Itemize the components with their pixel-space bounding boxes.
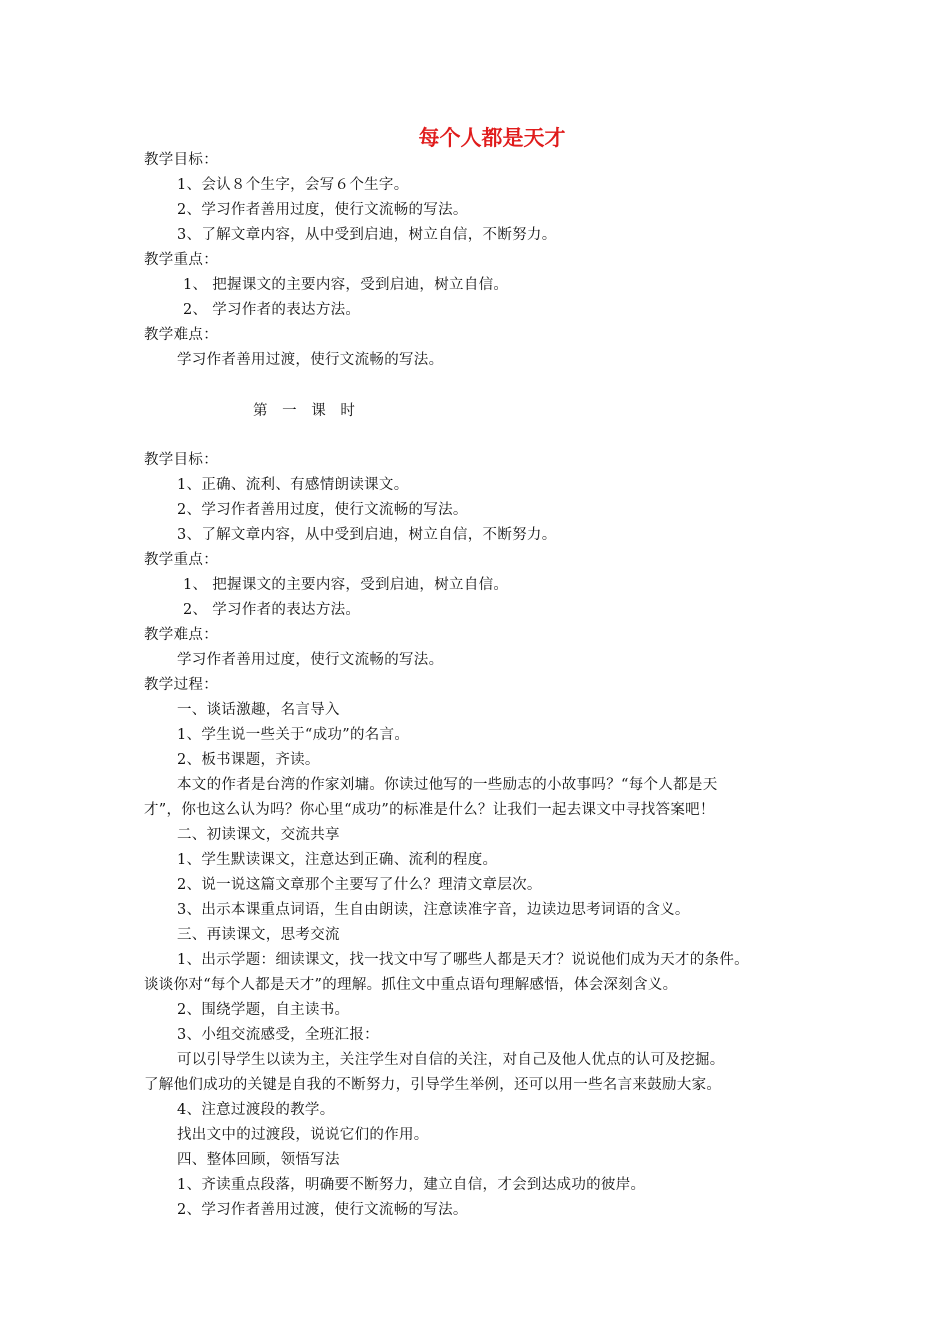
intro-key-1: 1、 把握课文的主要内容，受到启迪，树立自信。 bbox=[183, 277, 509, 293]
process-line: 1、学生默读课文，注意达到正确、流利的程度。 bbox=[177, 852, 498, 868]
intro-goals-heading: 教学目标： bbox=[144, 152, 218, 168]
process-line: 了解他们成功的关键是自我的不断努力，引导学生举例，还可以用一些名言来鼓励大家。 bbox=[144, 1077, 722, 1093]
process-line: 2、学习作者善用过渡，使行文流畅的写法。 bbox=[177, 1202, 468, 1218]
intro-difficulty-heading: 教学难点： bbox=[144, 327, 218, 343]
process-line: 谈谈你对“每个人都是天才”的理解。抓住文中重点语句理解感悟，体会深刻含义。 bbox=[144, 977, 678, 993]
process-line: 1、出示学题：细读课文，找一找文中写了哪些人都是天才？说说他们成为天才的条件。 bbox=[177, 952, 749, 968]
process-line: 找出文中的过渡段，说说它们的作用。 bbox=[177, 1127, 429, 1143]
lesson-difficulty: 学习作者善用过度，使行文流畅的写法。 bbox=[177, 652, 444, 668]
intro-goal-1: 1、会认８个生字，会写６个生字。 bbox=[177, 177, 409, 193]
process-line: 1、学生说一些关于“成功”的名言。 bbox=[177, 727, 410, 743]
process-line: 1、齐读重点段落，明确要不断努力，建立自信，才会到达成功的彼岸。 bbox=[177, 1177, 646, 1193]
process-line: 本文的作者是台湾的作家刘墉。你读过他写的一些励志的小故事吗？“每个人都是天 bbox=[177, 777, 718, 793]
process-line: 四、整体回顾，领悟写法 bbox=[177, 1152, 340, 1168]
lesson-key-heading: 教学重点： bbox=[144, 552, 218, 568]
process-line: 二、初读课文，交流共享 bbox=[177, 827, 340, 843]
intro-difficulty: 学习作者善用过渡，使行文流畅的写法。 bbox=[177, 352, 444, 368]
process-line: 才”，你也这么认为吗？你心里“成功”的标准是什么？让我们一起去课文中寻找答案吧！ bbox=[144, 802, 715, 818]
intro-goal-2: 2、学习作者善用过度，使行文流畅的写法。 bbox=[177, 202, 468, 218]
process-line: 4、注意过渡段的教学。 bbox=[177, 1102, 335, 1118]
process-line: 3、出示本课重点词语，生自由朗读，注意读准字音，边读边思考词语的含义。 bbox=[177, 902, 690, 918]
process-line: 三、再读课文，思考交流 bbox=[177, 927, 340, 943]
process-line: 3、小组交流感受，全班汇报： bbox=[177, 1027, 379, 1043]
process-line: 2、说一说这篇文章那个主要写了什么？理清文章层次。 bbox=[177, 877, 542, 893]
lesson-goals-heading: 教学目标： bbox=[144, 452, 218, 468]
lesson-key-1: 1、 把握课文的主要内容，受到启迪，树立自信。 bbox=[183, 577, 509, 593]
process-line: 2、围绕学题，自主读书。 bbox=[177, 1002, 350, 1018]
document-title: 每个人都是天才 bbox=[418, 126, 566, 150]
intro-goal-3: 3、了解文章内容，从中受到启迪，树立自信，不断努力。 bbox=[177, 227, 557, 243]
lesson-goal-3: 3、了解文章内容，从中受到启迪，树立自信，不断努力。 bbox=[177, 527, 557, 543]
intro-key-2: 2、 学习作者的表达方法。 bbox=[183, 302, 361, 318]
lesson-key-2: 2、 学习作者的表达方法。 bbox=[183, 602, 361, 618]
lesson-goal-1: 1、正确、流利、有感情朗读课文。 bbox=[177, 477, 409, 493]
lesson-difficulty-heading: 教学难点： bbox=[144, 627, 218, 643]
process-line: 一、谈话激趣，名言导入 bbox=[177, 702, 340, 718]
intro-key-heading: 教学重点： bbox=[144, 252, 218, 268]
lesson-goal-2: 2、学习作者善用过度，使行文流畅的写法。 bbox=[177, 502, 468, 518]
process-line: 2、板书课题，齐读。 bbox=[177, 752, 320, 768]
lesson-process-heading: 教学过程： bbox=[144, 677, 218, 693]
process-line: 可以引导学生以读为主，关注学生对自信的关注，对自己及他人优点的认可及挖掘。 bbox=[177, 1052, 725, 1068]
lesson-title: 第 一 课 时 bbox=[253, 403, 360, 419]
